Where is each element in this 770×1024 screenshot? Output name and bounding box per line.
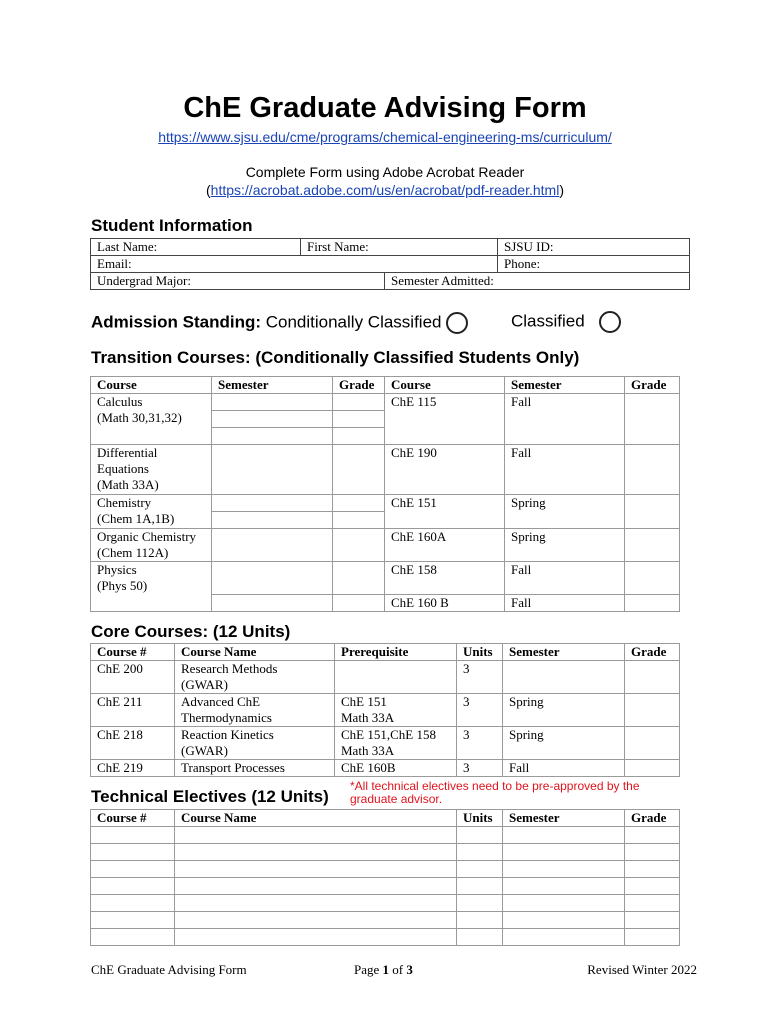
grade-input[interactable] (625, 694, 680, 727)
header-course-number: Course # (91, 644, 175, 661)
table-row (91, 861, 680, 878)
grade-input[interactable] (333, 595, 385, 612)
grade-input[interactable] (625, 878, 680, 895)
footer-form-name: ChE Graduate Advising Form (91, 962, 247, 977)
semester[interactable]: Spring (503, 727, 625, 760)
admission-label: Admission Standing: (91, 312, 261, 332)
course-che190: ChE 190 (385, 445, 505, 495)
transition-table (90, 376, 680, 612)
header-course-name: Course Name (175, 644, 335, 661)
course-number-input[interactable] (91, 929, 175, 946)
course-che115: ChE 115 (385, 394, 505, 445)
semester-input[interactable] (503, 827, 625, 844)
semester-input[interactable] (503, 895, 625, 912)
paren-close: ) (559, 182, 564, 198)
phone-label: Phone: (504, 256, 541, 271)
semester[interactable] (503, 661, 625, 694)
course-number-input[interactable] (91, 861, 175, 878)
units-input[interactable] (457, 827, 503, 844)
semester-che158: Fall (505, 562, 625, 595)
paren-open: ( (206, 182, 211, 198)
course-name: Advanced ChE Thermodynamics (175, 694, 335, 727)
course-name-input[interactable] (175, 929, 457, 946)
units-input[interactable] (457, 929, 503, 946)
course-che160b: ChE 160 B (385, 595, 505, 612)
core-table (90, 643, 680, 777)
course-number: ChE 218 (91, 727, 175, 760)
grade-input[interactable] (333, 445, 385, 495)
header-course-right: Course (385, 377, 505, 394)
table-row (91, 895, 680, 912)
table-row (91, 760, 680, 777)
header-course-name: Course Name (175, 810, 457, 827)
units: 3 (457, 694, 503, 727)
acrobat-reader-link[interactable]: https://acrobat.adobe.com/us/en/acrobat/pdf-reader.html (210, 182, 560, 198)
semester-input[interactable] (212, 445, 333, 495)
semester-input[interactable] (503, 912, 625, 929)
course-che158: ChE 158 (385, 562, 505, 595)
course-name: Transport Processes (175, 760, 335, 777)
units: 3 (457, 727, 503, 760)
header-units: Units (457, 644, 503, 661)
course-name: Research Methods (GWAR) (175, 661, 335, 694)
curriculum-link[interactable]: https://www.sjsu.edu/cme/programs/chemical-engineering-ms/curriculum/ (158, 129, 612, 145)
course-number: ChE 200 (91, 661, 175, 694)
transition-heading: Transition Courses: (Conditionally Classified Students Only) (91, 348, 580, 367)
grade-input[interactable] (333, 562, 385, 595)
table-row (91, 844, 680, 861)
grade-input[interactable] (625, 727, 680, 760)
student-info-table (90, 238, 690, 290)
grade-input[interactable] (333, 512, 385, 529)
course-che160a: ChE 160A (385, 529, 505, 562)
semester[interactable]: Fall (503, 760, 625, 777)
electives-note: *All technical electives need to be pre-approved by the graduate advisor. (350, 779, 640, 806)
prerequisite: ChE 160B (335, 760, 457, 777)
first-name-label: First Name: (307, 239, 369, 254)
last-name-label: Last Name: (97, 239, 158, 254)
grade-che115[interactable] (625, 394, 680, 445)
table-row (91, 878, 680, 895)
undergrad-major-field[interactable] (91, 273, 385, 290)
grade-input[interactable] (333, 394, 385, 411)
semester-che190: Fall (505, 445, 625, 495)
semester-che160b: Fall (505, 595, 625, 612)
table-row (91, 827, 680, 844)
header-semester: Semester (212, 377, 333, 394)
page-total: 3 (406, 962, 413, 977)
grade-che160b[interactable] (625, 595, 680, 612)
semester-che115: Fall (505, 394, 625, 445)
course-diff-eq: Differential Equations (Math 33A) (91, 445, 212, 495)
grade-input[interactable] (625, 912, 680, 929)
semester-input[interactable] (212, 595, 333, 612)
semester-input[interactable] (212, 495, 333, 512)
course-number-input[interactable] (91, 844, 175, 861)
grade-input[interactable] (625, 929, 680, 946)
reader-link-line (0, 182, 770, 198)
classified-label: Classified (511, 311, 585, 331)
page-of: of (389, 962, 407, 977)
footer-page-number (354, 962, 413, 978)
header-grade-right: Grade (625, 377, 680, 394)
table-row (91, 912, 680, 929)
header-prerequisite: Prerequisite (335, 644, 457, 661)
core-heading: Core Courses: (12 Units) (91, 622, 291, 641)
grade-input[interactable] (333, 428, 385, 445)
first-name-field[interactable] (301, 239, 498, 256)
page-title: ChE Graduate Advising Form (183, 92, 587, 124)
grade-input[interactable] (625, 661, 680, 694)
units-input[interactable] (457, 878, 503, 895)
header-semester-right: Semester (505, 377, 625, 394)
grade-che160a[interactable] (625, 529, 680, 562)
units-input[interactable] (457, 861, 503, 878)
prerequisite (335, 661, 457, 694)
conditionally-classified-label: Conditionally Classified (265, 312, 442, 332)
header-grade: Grade (333, 377, 385, 394)
course-name-input[interactable] (175, 827, 457, 844)
semester-input[interactable] (503, 844, 625, 861)
semester-admitted-field[interactable] (385, 273, 690, 290)
prerequisite: ChE 151 Math 33A (335, 694, 457, 727)
header-semester: Semester (503, 644, 625, 661)
semester-admitted-label: Semester Admitted: (391, 273, 494, 288)
semester-input[interactable] (212, 529, 333, 562)
units: 3 (457, 661, 503, 694)
table-row (91, 727, 680, 760)
semester-che151: Spring (505, 495, 625, 529)
classified-option (511, 311, 621, 333)
student-info-heading: Student Information (91, 216, 253, 235)
header-grade: Grade (625, 810, 680, 827)
course-chemistry: Chemistry (Chem 1A,1B) (91, 495, 212, 529)
grade-che151[interactable] (625, 495, 680, 529)
grade-che158[interactable] (625, 562, 680, 595)
email-label: Email: (97, 256, 132, 271)
semester-input[interactable] (503, 878, 625, 895)
phone-field[interactable] (498, 256, 690, 273)
table-row (91, 929, 680, 946)
course-name-input[interactable] (175, 878, 457, 895)
prerequisite: ChE 151,ChE 158 Math 33A (335, 727, 457, 760)
header-units: Units (457, 810, 503, 827)
header-course: Course (91, 377, 212, 394)
grade-input[interactable] (625, 895, 680, 912)
course-name-input[interactable] (175, 912, 457, 929)
course-number-input[interactable] (91, 827, 175, 844)
units: 3 (457, 760, 503, 777)
page-prefix: Page (354, 962, 383, 977)
conditionally-classified-radio[interactable] (446, 312, 468, 334)
sjsu-id-label: SJSU ID: (504, 239, 554, 254)
classified-radio[interactable] (599, 311, 621, 333)
page-current: 1 (382, 962, 390, 977)
last-name-field[interactable] (91, 239, 301, 256)
header-semester: Semester (503, 810, 625, 827)
course-number-input[interactable] (91, 895, 175, 912)
grade-input[interactable] (333, 411, 385, 428)
course-calculus: Calculus (Math 30,31,32) (91, 394, 212, 445)
table-row (91, 661, 680, 694)
units-input[interactable] (457, 912, 503, 929)
course-che151: ChE 151 (385, 495, 505, 529)
semester-input[interactable] (212, 394, 333, 411)
course-name-input[interactable] (175, 895, 457, 912)
semester-input[interactable] (212, 428, 333, 445)
course-name-input[interactable] (175, 861, 457, 878)
grade-che190[interactable] (625, 445, 680, 495)
undergrad-major-label: Undergrad Major: (97, 273, 191, 288)
semester[interactable]: Spring (503, 694, 625, 727)
semester-input[interactable] (212, 411, 333, 428)
grade-input[interactable] (625, 861, 680, 878)
course-number-input[interactable] (91, 912, 175, 929)
table-row (91, 694, 680, 727)
course-physics: Physics (Phys 50) (91, 562, 212, 612)
header-course-number: Course # (91, 810, 175, 827)
grade-input[interactable] (333, 495, 385, 512)
header-grade: Grade (625, 644, 680, 661)
footer-revision: Revised Winter 2022 (587, 962, 697, 977)
course-number-input[interactable] (91, 878, 175, 895)
semester-input[interactable] (212, 562, 333, 595)
course-number: ChE 211 (91, 694, 175, 727)
semester-che160a: Spring (505, 529, 625, 562)
semester-input[interactable] (503, 861, 625, 878)
sjsu-id-field[interactable] (498, 239, 690, 256)
units-input[interactable] (457, 895, 503, 912)
grade-input[interactable] (333, 529, 385, 562)
units-input[interactable] (457, 844, 503, 861)
instruction-text: Complete Form using Adobe Acrobat Reader (245, 164, 525, 180)
electives-table (90, 809, 680, 946)
semester-input[interactable] (212, 512, 333, 529)
course-number: ChE 219 (91, 760, 175, 777)
grade-input[interactable] (625, 844, 680, 861)
electives-heading: Technical Electives (12 Units) (91, 787, 329, 806)
semester-input[interactable] (503, 929, 625, 946)
admission-standing (91, 312, 468, 334)
course-organic-chemistry: Organic Chemistry (Chem 112A) (91, 529, 212, 562)
grade-input[interactable] (625, 760, 680, 777)
grade-input[interactable] (625, 827, 680, 844)
course-name-input[interactable] (175, 844, 457, 861)
course-name: Reaction Kinetics (GWAR) (175, 727, 335, 760)
email-field[interactable] (91, 256, 498, 273)
